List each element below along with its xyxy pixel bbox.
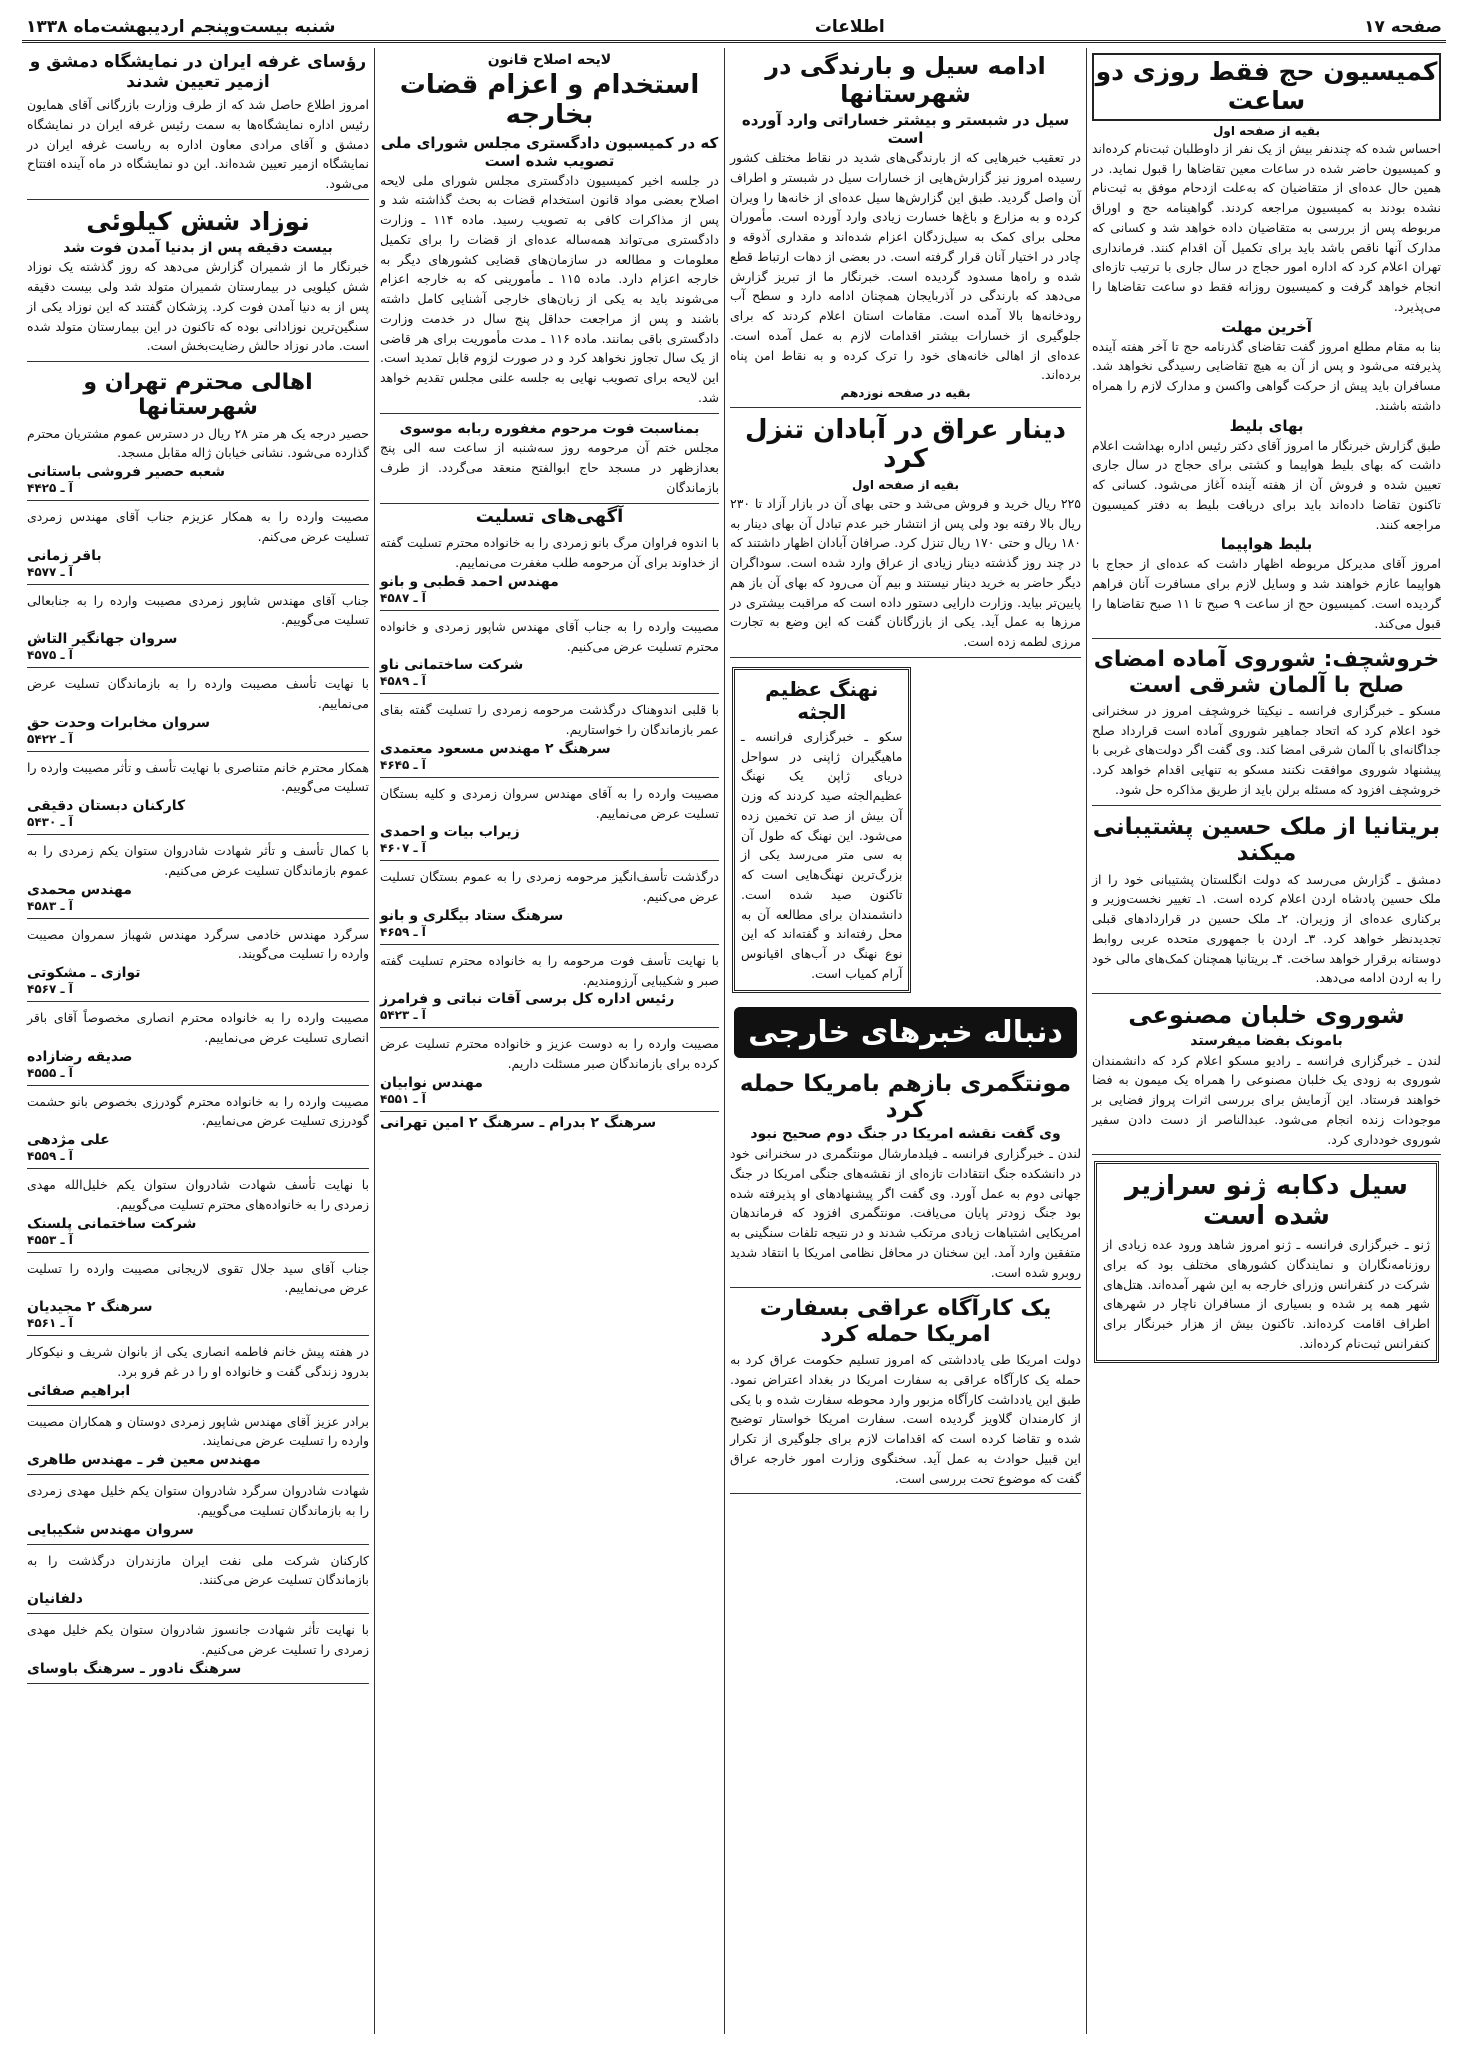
- headline-britain: بریتانیا از ملک حسین پشتیبانی میکند: [1092, 813, 1441, 867]
- article-iraq-embassy: [730, 1291, 1081, 1494]
- subhead: بهای بلیط: [1229, 416, 1304, 435]
- condolence-notice: [27, 1478, 369, 1545]
- condolence-notice: [27, 1409, 369, 1476]
- ad-signature: شعبه حصیر فروشی باستانی: [27, 464, 225, 481]
- article-britain: [1092, 809, 1441, 994]
- condolence-text: مصیبت وارده را به دوست عزیز و خانواده محترم تسلیت عرض کرده برای بازماندگان صبر مسئلت داریم.: [380, 1036, 719, 1072]
- condolence-signature: سروان مهندس شکیبایی: [27, 1521, 194, 1538]
- condolence-text: با نهایت تأسف مصیبت وارده را به بازماندگان تسلیت عرض می‌نماییم.: [27, 676, 369, 711]
- date-line: شنبه بیست‌وپنجم اردیبهشت‌ماه ۱۳۳۸: [26, 17, 336, 37]
- article-khrushchev: [1092, 642, 1441, 805]
- article-whale: [732, 667, 911, 993]
- condolence-signature: توازی ـ مشکوتی: [27, 965, 141, 982]
- article-body: بنا به مقام مطلع امروز گفت تقاضای گذرنامه حج تا آخر هفته آینده پذیرفته می‌شود و پس از آن به هیچ تقاضایی رسیدگی نخواهد شد. مسافران باید پیش از حرکت گواهی واکسن و مدارک لازم را همراه داشته باشند.: [1092, 338, 1441, 413]
- article-body: ژنو ـ خبرگزاری فرانسه ـ ژنو امروز شاهد ورود عده زیادی از روزنامه‌نگاران و نمایندگان کشورهای مختلف بود که برای شرکت در کنفرانس وزرای خارجه به این شهر آمده‌اند. هتل‌های شهر همه پر شده و بسیاری از مسافران ناچار در شهرهای اطراف اقامت کرده‌اند. تاکنون بیش از هزار خبرنگار برای کنفرانس ثبت‌نام کرده‌اند.: [1103, 1237, 1430, 1351]
- subhead: وی گفت نقشه امریکا در جنگ دوم صحیح نبود: [750, 1126, 1061, 1143]
- article-body: در جلسه اخیر کمیسیون دادگستری مجلس شورای ملی لایحه اصلاح بعضی مواد قانون استخدام قضات به بحث گذاشته شد و پس از مذاکرات کافی به تصویب رسید. ماده ۱۱۴ ـ وزارت دادگستری می‌تواند همه‌ساله عده‌ای از قضات را برای تکمیل معلومات و مطالعه در سازمان‌های قضایی کشورهای دیگر به خارجه اعزام دارد. ماده ۱۱۵ ـ مأمورینی که به خارجه اعزام می‌شوند باید به یکی از زبان‌های خارجی آشنایی کامل داشته باشند و پس از مراجعت حداقل پنج سال در خدمت وزارت دادگستری باقی بمانند. ماده ۱۱۶ ـ مدت مأموریت برای هر قاضی از یک سال تجاوز نخواهد کرد و در صورت لزوم قابل تمدید است. این لایحه برای تصویب نهایی به جلسه علنی مجلس تقدیم خواهد شد.: [380, 172, 719, 405]
- condolence-text: در هفته پیش خانم فاطمه انصاری یکی از بانوان شریف و نیکوکار بدرود زندگی گفت و خانواده او را در غم فرو برد.: [27, 1344, 369, 1379]
- condolence-signature: سرهنگ ۲ مجیدیان: [27, 1299, 153, 1316]
- column-3: [374, 48, 724, 2034]
- page-number: صفحه ۱۷: [1364, 17, 1442, 37]
- condolence-text: با نهایت تأسف فوت مرحومه را به خانواده محترم تسلیت گفته صبر و شکیبایی آرزومندیم.: [380, 952, 719, 988]
- headline-dinar: دینار عراق در آبادان تنزل کرد: [744, 414, 1067, 475]
- subhead: بلیط هواپیما: [1220, 535, 1313, 554]
- ad-code: آ ـ ۴۵۸۷: [380, 590, 426, 605]
- columns: [22, 48, 1446, 2034]
- condolence-signature: زیراب بیات و احمدی: [380, 824, 520, 841]
- ad-code: آ ـ ۴۶۵۹: [380, 924, 426, 939]
- condolence-text: جناب آقای سید جلال تقوی لاریجانی مصیبت وارده را تسلیت عرض می‌نماییم.: [27, 1260, 369, 1296]
- headline-judges-law: استخدام و اعزام قضات بخارجه: [399, 69, 700, 130]
- condolence-text: مصیبت وارده را به خانواده محترم انصاری مخصوصاً آقای باقر انصاری تسلیت عرض می‌نماییم.: [27, 1010, 369, 1045]
- ad-code: آ ـ ۴۵۵۵: [27, 1065, 73, 1080]
- condolence-text: با اندوه فراوان مرگ بانو زمردی را به خانواده محترم تسلیت گفته از خداوند برای آن مرحومه طلب مغفرت می‌نماییم.: [380, 535, 719, 571]
- condolence-signature: دلفانیان: [27, 1591, 83, 1608]
- condolence-notice: [27, 755, 369, 836]
- article-body: احساس شده که چندنفر بیش از یک نفر از داوطلبان ثبت‌نام کرده‌اند و کمیسیون حاضر شده در ساعات معین تقاضاها را قبول نماید. در همین حال عده‌ای از متقاضیان که به‌علت ازدحام موفق به ثبت‌نام نشده بودند به کمیسیون مراجعه کردند. گواهینامه حج و اوراق مربوطه پس از بررسی به متقاضیان داده خواهد شد و کسانی که مدارک آنها ناقص باشد باید برای تکمیل آن اقدام کنند. فرمانداری تهران اعلام کرد که اداره امور حجاج در سال جاری با ترتیب تازه‌ای انجام خواهد گرفت و کمیسیون روزانه فقط دو ساعت تقاضاها را می‌پذیرد.: [1092, 140, 1441, 314]
- article-body: ۲۲۵ ریال خرید و فروش می‌شد و حتی بهای آن در بازار آزاد تا ۲۳۰ ریال بالا رفته بود ولی پس از انتشار خبر عدم تبادل آن بهای دینار به ۱۸۰ ریال و حتی ۱۷۰ ریال تنزل کرد. صرافان آبادان اظهار داشتند که در چند روز گذشته دینار زیادی از عراق وارد شده است. سوداگران دیگر حاضر به خرید دینار نیستند و بیم آن می‌رود که بهای آن باز هم پایین‌تر بیاید. وزارت دارایی دستور داده است که مراقبت بیشتری در مرزها به عمل آید. یکی از بازرگانان گفت که این وضع به تجارت مرزی لطمه زده است.: [730, 495, 1081, 649]
- condolence-notice: [380, 530, 719, 611]
- condolence-signature: سرهنگ ستاد بیگلری و بانو: [380, 907, 564, 924]
- condolence-signature: رئیس اداره کل برسی آقات نباتی و فرامرز: [380, 991, 675, 1008]
- paper-name: اطلاعات: [814, 17, 885, 37]
- condolence-notice: [27, 1005, 369, 1086]
- article-body: دولت امریکا طی یادداشتی که امروز تسلیم حکومت عراق کرد به حمله یک کارآگاه عراقی به سفارت امریکا در بغداد اعتراض نمود. طبق این یادداشت کارآگاه مزبور وارد محوطه سفارت شده و با یکی از کارمندان گلاویز گردیده است. سفارت امریکا خواستار توضیح شده و تقاضا کرده است که اقدامات لازم برای جلوگیری از تکرار این قبیل حوادث به عمل آید. سخنگوی وزارت امور خارجه عراق گفت که موضوع تحت بررسی است.: [730, 1352, 1081, 1486]
- notice-signature: سرهنگ ۲ بدرام ـ سرهنگ ۲ امین تهرانی: [380, 1114, 657, 1131]
- condolence-notice: [27, 504, 369, 585]
- subhead: که در کمیسیون دادگستری مجلس شورای ملی تصویب شده است: [380, 133, 719, 170]
- condolence-notice: [27, 588, 369, 669]
- condolence-notice: [380, 1031, 719, 1112]
- condolence-notice: [380, 948, 719, 1029]
- condolence-notice: [27, 1172, 369, 1253]
- notice-body: مجلس ختم آن مرحومه روز سه‌شنبه از ساعت سه الی پنج بعدازظهر در مسجد حاج ابوالفتح منعقد می‌گردد. از طرف بازماندگان: [380, 440, 719, 495]
- headline-montgomery: مونتگمری بازهم بامریکا حمله کرد: [739, 1070, 1072, 1123]
- ad-code: آ ـ ۵۴۲۲: [27, 731, 73, 746]
- article-body: در تعقیب خبرهایی که از بارندگی‌های شدید در نقاط مختلف کشور رسیده امروز نیز گزارش‌هایی از خسارات سیل در شبستر و اطراف آن واصل گردید. طبق این گزارش‌ها سیل عده‌ای از خانه‌ها را ویران کرده و به مزارع و باغ‌ها خسارت زیادی وارد آورده است. مأموران محلی برای کمک به سیل‌زدگان اعزام شده‌اند و مقداری آذوقه و چادر در اختیار آنان قرار گرفته است. در بعضی از دهات ارتباط قطع شده و راه‌ها مسدود گردیده است. خبرنگار ما از تبریز گزارش می‌دهد که بارندگی در آذربایجان همچنان ادامه دارد و سطح آب رودخانه‌ها بالا آمده است. مقامات استان اعلام کردند که برای جلوگیری از خسارات بیشتر اقدامات لازم به عمل آمده است. عده‌ای از اهالی خانه‌های خود را ترک کرده و به نقاط امن پناه برده‌اند.: [730, 150, 1081, 383]
- column-1: [1086, 48, 1446, 2034]
- condolence-notice: [27, 1256, 369, 1337]
- continued-on: بقیه در صفحه نوزدهم: [840, 386, 971, 401]
- ad-code: آ ـ ۴۴۲۵: [27, 481, 73, 496]
- article-geneva: [1094, 1161, 1439, 1362]
- condolence-signature: مهندس نوابیان: [380, 1074, 483, 1091]
- condolence-notice: [27, 1089, 369, 1170]
- condolence-text: کارکنان شرکت ملی نفت ایران مازندران درگذشت را به بازماندگان تسلیت عرض می‌کنند.: [27, 1552, 369, 1588]
- article-body: لندن ـ خبرگزاری فرانسه ـ رادیو مسکو اعلام کرد که دانشمندان شوروی به زودی یک خلبان مصنوعی را همراه یک میمون به فضا خواهند فرستاد. این آزمایش برای بررسی اثرات پرواز فضایی بر موجودات زنده انجام می‌شود. عبدالناصر از دست دادن سفیر شوروی خودداری کرد.: [1092, 1052, 1441, 1147]
- condolence-text: همکار محترم خانم متناصری با نهایت تأسف و تأثر مصیبت وارده را تسلیت می‌گوییم.: [27, 759, 369, 795]
- condolence-signature: شرکت ساختمانی پلسنک: [27, 1215, 197, 1232]
- article-body: مسکو ـ خبرگزاری فرانسه ـ نیکیتا خروشچف امروز در سخنرانی خود اعلام کرد که اتحاد جماهیر شوروی آماده است قرارداد صلح جداگانه‌ای با آلمان شرقی امضا کند. وی گفت اگر دولت‌های غربی با پیشنهاد شوروی موافقت نکنند مسکو به تنهایی اقدام خواهد کرد. خروشچف افزود که مسئله برلن باید از طریق مذاکره حل شود.: [1092, 702, 1441, 797]
- article-fair: [27, 48, 369, 200]
- condolences-list: [380, 530, 719, 1112]
- condolence-notice: [27, 1617, 369, 1684]
- ad-code: آ ـ ۴۵۷۷: [27, 564, 73, 579]
- condolence-text: مصیبت وارده را به همکار عزیزم جناب آقای مهندس زمردی تسلیت عرض می‌کنم.: [27, 509, 369, 544]
- condolence-notice: [27, 838, 369, 919]
- condolence-text: درگذشت تأسف‌انگیز مرحومه زمردی را به عموم بستگان تسلیت عرض می‌کنیم.: [380, 869, 719, 905]
- condolence-notice: [380, 697, 719, 778]
- condolence-signature: باقر زمانی: [27, 547, 102, 564]
- condolence-signature: مهندس معین فر ـ مهندس طاهری: [27, 1452, 261, 1469]
- condolence-notice: [380, 614, 719, 695]
- condolence-text: مصیبت وارده را به خانواده محترم گودرزی بخصوص بانو حشمت گودرزی تسلیت عرض می‌نماییم.: [27, 1093, 369, 1129]
- condolence-text: جناب آقای مهندس شاپور زمردی مصیبت وارده را به جنابعالی تسلیت می‌گوییم.: [27, 592, 369, 628]
- ad-code: آ ـ ۴۵۵۳: [27, 1232, 73, 1247]
- condolence-signature: سروان جهانگیر التاش: [27, 631, 178, 648]
- condolence-notice: [27, 671, 369, 752]
- condolences-list: [27, 504, 369, 1684]
- ad-code: آ ـ ۴۵۵۱: [380, 1091, 426, 1106]
- article-montgomery: [730, 1066, 1081, 1289]
- condolence-notice: [380, 864, 719, 945]
- ad-code: آ ـ ۴۵۷۵: [27, 648, 73, 663]
- condolence-text: با کمال تأسف و تأثر شهادت شادروان ستوان یکم زمردی را به عموم بازماندگان تسلیت عرض می‌کنیم.: [27, 843, 369, 878]
- headline-fair: رؤسای غرفه ایران در نمایشگاه دمشق و ازمیر تعیین شدند: [29, 52, 367, 92]
- article-body: خبرنگار ما از شمیران گزارش می‌دهد که روز گذشته یک نوزاد شش کیلویی در بیمارستان شمیران متولد شد ولی بیست دقیقه پس از به دنیا آمدن فوت کرد. پزشکان گفتند که این نوزاد یکی از سنگین‌ترین نوزادانی بوده که تاکنون در این بیمارستان متولد شده است. مادر نوزاد حالش رضایت‌بخش است.: [27, 259, 369, 354]
- ad-code: آ ـ ۴۵۶۱: [27, 1316, 73, 1331]
- subhead: بیست دقیقه پس از بدنیا آمدن فوت شد: [63, 239, 333, 256]
- condolence-signature: صدیقه رضازاده: [27, 1048, 133, 1065]
- article-body: دمشق ـ گزارش می‌رسد که دولت انگلستان پشتیبانی خود را از ملک حسین پادشاه اردن اعلام کرده است. ۱ـ تغییر نخست‌وزیر و برکناری عده‌ای از وزیران. ۲ـ ملک حسین در قراردادهای قبلی تجدیدنظر خواهد کرد. ۳ـ اردن با جمهوری متحده عربی روابط دوستانه برقرار خواهد ساخت. ۴ـ بریتانیا همچنان کمک‌های مالی خود را به اردن ادامه می‌دهد.: [1092, 871, 1442, 986]
- subhead: آخرین مهلت: [1221, 317, 1312, 336]
- ad-code: آ ـ ۴۶۰۷: [380, 841, 426, 856]
- article-body: امروز اطلاع حاصل شد که از طرف وزارت بازرگانی آقای همایون رئیس اداره نمایشگاه‌ها به سمت رئیس غرفه ایران در نمایشگاه دمشق و آقای مرادی معاون اداره به ریاست غرفه ایران در نمایشگاه ازمیر تعیین شده‌اند. این دو نمایشگاه در ماه آینده افتتاح می‌شود.: [27, 97, 369, 192]
- article-body: سکو ـ خبرگزاری فرانسه ـ ماهیگیران ژاپنی در سواحل دریای ژاپن یک نهنگ عظیم‌الجثه صید کردند که وزن آن بیش از صد تن تخمین زده می‌شود. این نهنگ که طول آن به سی متر می‌رسد یکی از بزرگ‌ترین نهنگ‌هایی است که تاکنون صید شده است. دانشمندان برای مطالعه آن به محل رفته‌اند و گفته‌اند که این نوع نهنگ در آب‌های اقیانوس آرام کمیاب است.: [741, 728, 903, 981]
- condolence-notice: [380, 781, 719, 862]
- headline-soviet: شوروی خلبان مصنوعی: [1128, 1001, 1405, 1030]
- article-flood: [730, 48, 1081, 408]
- condolence-notice: [27, 1548, 369, 1615]
- condolence-text: سرگرد مهندس خادمی سرگرد مهندس شهباز سمروان مصیبت وارده را تسلیت می‌گویند.: [27, 926, 369, 962]
- article-hajj: [1092, 48, 1441, 639]
- condolence-signature: کارکنان دبستان دقیقی: [27, 798, 186, 815]
- article-body: لندن ـ خبرگزاری فرانسه ـ فیلدمارشال مونتگمری در سخنرانی خود در دانشکده جنگ انتقادات تازه‌ای از نقشه‌های جنگی امریکا در جنگ جهانی دوم به عمل آورد. وی گفت اگر پیشنهادهای او پذیرفته شده بود جنگ زودتر پایان می‌یافت. مونتگمری افزود که فرماندهان امریکایی اشتباهات زیادی مرتکب شدند و در نتیجه تلفات سنگینی به متفقین وارد آمد. این سخنان در محافل نظامی امریکا با انتقاد شدید روبرو شده است.: [730, 1146, 1081, 1280]
- notice-memorial: [380, 417, 719, 504]
- masthead: [22, 14, 1446, 43]
- headline-geneva: سیل دکابه ژنو سرازیر شده است: [1125, 1171, 1408, 1232]
- ad-code: آ ـ ۴۵۵۹: [27, 1149, 73, 1164]
- condolence-signature: سروان مخابرات وحدت حق: [27, 714, 211, 731]
- article-judges-law: [380, 48, 719, 414]
- ad-code: آ ـ ۵۴۲۳: [380, 1008, 426, 1023]
- condolence-signature: ابراهیم صفائی: [27, 1382, 131, 1399]
- headline-iraq-embassy: یک کارآگاه عراقی بسفارت امریکا حمله کرد: [759, 1296, 1052, 1347]
- condolence-signature: علی مژدهی: [27, 1132, 110, 1149]
- condolence-text: شهادت شادروان سرگرد شادروان ستوان یکم خلیل مهدی زمردی را به بازماندگان تسلیت می‌گوییم.: [27, 1483, 369, 1518]
- kicker: لایحه اصلاح قانون: [487, 52, 612, 68]
- headline-khrushchev: خروشچف: شوروی آماده امضای صلح با آلمان شرقی است: [1093, 647, 1440, 698]
- ad-code: آ ـ ۴۵۸۳: [27, 898, 73, 913]
- article-body: طبق گزارش خبرنگار ما امروز آقای دکتر رئیس اداره بهداشت اعلام داشت که بهای بلیط هواپیما و کشتی برای حجاج در سال جاری تعیین شده و فروش آن از هفته آینده آغاز می‌شود. کسانی که تاکنون تقاضا داده‌اند باید برای دریافت بلیط به دفتر کمیسیون مراجعه کنند.: [1092, 437, 1441, 532]
- ad-code: آ ـ ۴۶۴۵: [380, 757, 426, 772]
- subhead: سیل در شبستر و بیشتر خساراتی وارد آورده است: [741, 111, 1070, 148]
- condolence-signature: سرهنگ ۲ مهندس مسعود معتمدی: [380, 740, 611, 757]
- condolence-signature: سرهنگ نادور ـ سرهنگ باوسای: [27, 1660, 242, 1677]
- continued-from: بقیه از صفحه اول: [1212, 123, 1320, 138]
- condolence-text: مصیبت وارده را به جناب آقای مهندس شاپور زمردی و خانواده محترم تسلیت عرض می‌کنیم.: [380, 618, 719, 654]
- condolence-text: با نهایت تأسف شهادت شادروان ستوان یکم خلیل‌الله مهدی زمردی را به خانواده‌های محترم تسلیت می‌گوییم.: [27, 1177, 369, 1212]
- condolence-text: مصیبت وارده را به آقای مهندس سروان زمردی و کلیه بستگان تسلیت عرض می‌نماییم.: [380, 785, 719, 821]
- condolence-text: برادر عزیز آقای مهندس شاپور زمردی دوستان و همکاران مصیبت وارده را تسلیت عرض می‌نمایند.: [27, 1413, 369, 1449]
- headline-hajj: کمیسیون حج فقط روزی دو ساعت: [1092, 53, 1441, 121]
- ad-mats: [27, 365, 369, 501]
- ad-body: حصیر درجه یک هر متر ۲۸ ریال در دسترس عموم مشتریان محترم گذارده می‌شود. نشانی خیابان ژاله مقابل مسجد.: [27, 425, 370, 461]
- ad-code: آ ـ ۴۵۶۷: [27, 982, 73, 997]
- condolence-signature: مهندس محمدی: [27, 881, 132, 898]
- article-soviet: [1092, 997, 1441, 1155]
- column-2: [724, 48, 1086, 2034]
- condolence-text: با قلبی اندوهناک درگذشت مرحومه زمردی را تسلیت گفته بقای عمر بازماندگان را خواستاریم.: [380, 702, 719, 738]
- ad-code: آ ـ ۴۵۸۹: [380, 674, 426, 689]
- condolence-signature: شرکت ساختمانی ناو: [380, 657, 524, 674]
- ad-title: اهالی محترم تهران و شهرستانها: [83, 370, 313, 421]
- article-baby: [27, 203, 369, 362]
- continued-from: بقیه از صفحه اول: [851, 478, 959, 493]
- section-banner-foreign-news: دنباله خبرهای خارجی: [734, 1007, 1077, 1058]
- condolence-notice: [27, 922, 369, 1003]
- headline-flood: ادامه سیل و بارندگی در شهرستانها: [765, 52, 1046, 108]
- condolences-heading: آگهی‌های تسلیت: [475, 505, 624, 527]
- column-4: [22, 48, 374, 2034]
- notice-title: بمناسبت فوت مرحوم مغفوره ربابه موسوی: [399, 420, 700, 437]
- headline-baby: نوزاد شش کیلوئی: [86, 206, 310, 236]
- subhead: بامونک بفضا میفرستد: [1190, 1032, 1343, 1049]
- ad-code: آ ـ ۵۴۳۰: [27, 815, 73, 830]
- article-body: امروز آقای مدیرکل مربوطه اظهار داشت که عده‌ای از حجاج با هواپیما عازم خواهند شد و وسایل لازم برای مسافرت آنان فراهم گردیده است. کمیسیون حج از ساعت ۹ صبح تا ۱۱ صبح تقاضاها را قبول می‌کند.: [1092, 556, 1441, 631]
- newspaper-page: [22, 14, 1446, 2034]
- condolence-notice: [27, 1339, 369, 1406]
- headline-whale: نهنگ عظیم الجثه: [765, 676, 879, 724]
- condolence-text: با نهایت تأثر شهادت جانسوز شادروان ستوان یکم خلیل مهدی زمردی را تسلیت عرض می‌کنیم.: [27, 1622, 369, 1657]
- condolence-signature: مهندس احمد قطبی و بانو: [380, 573, 559, 590]
- article-dinar: [730, 411, 1081, 658]
